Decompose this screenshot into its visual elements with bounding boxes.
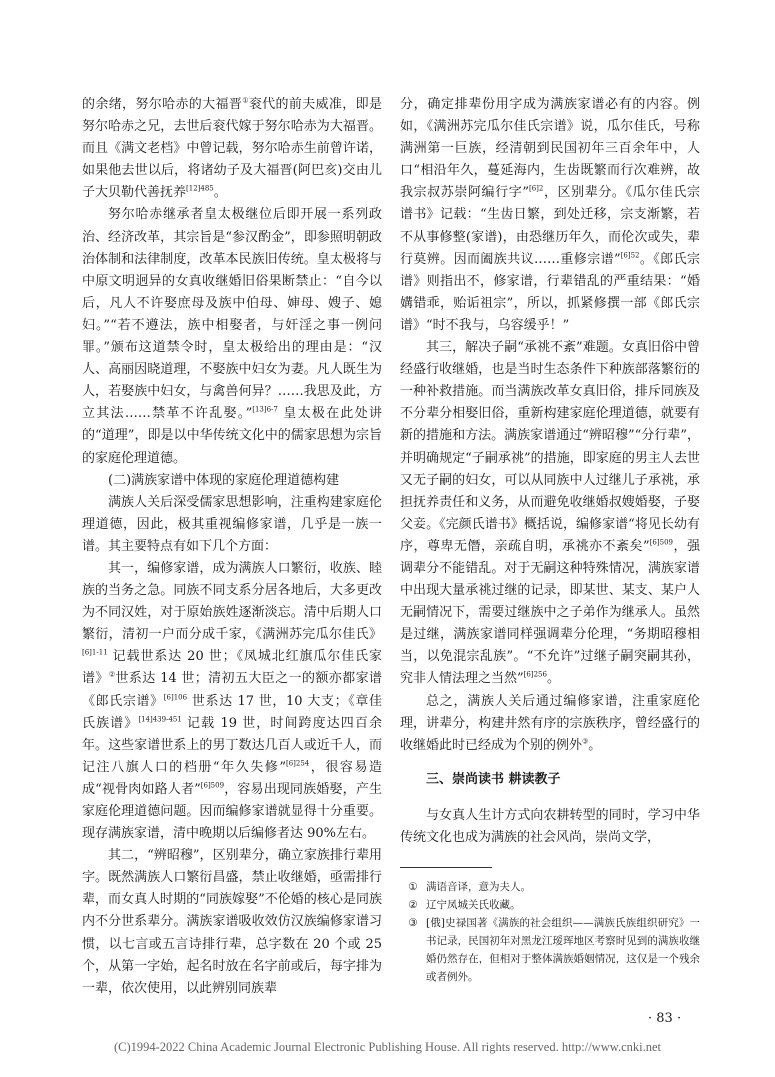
citation-ref: [6]52 — [620, 251, 640, 260]
paragraph: 努尔哈赤继承者皇太极继位后即开展一系列政治、经济改革，其宗旨是“参汉酌金”，即参照明朝政治体制和法律制度，改革本民族旧传统。皇太极将与中原文明迥异的女真收继婚旧俗果断禁止：“自今以后，凡人不许娶庶母及族中伯母、婶母、嫂子、媳妇。”“若不遵法，族中相娶者，与奸淫之事一例问罪。”颁布这道禁令时，皇太极给出的理由是：“汉人、高丽因晓道理，不娶族中妇女为妻。凡人既生为人，若娶族中妇女，与禽兽何异？……我思及此，方立其法……禁革不许乱娶。”$^{[13]6-7}$ 皇太极在此处讲的“道理”，即是以中华传统文化中的儒家思想为宗旨的家庭伦理道德。 — [82, 207, 382, 466]
paragraph: 与女真人生计方式向农耕转型的同时，学习中华传统文化也成为满族的社会风尚，崇尚文学， — [400, 807, 700, 845]
section-heading: 三、崇尚读书 耕读教子 — [426, 771, 561, 787]
citation-ref: [6]254 — [285, 759, 310, 768]
footnote-text: 辽宁凤城关氏收藏。 — [426, 899, 521, 912]
copyright-footer: (C)1994-2022 China Academic Journal Electronic Publishing House. All rights reserved. http://www.cnki.net — [113, 1040, 661, 1054]
footnote-ref[interactable]: ① — [242, 96, 249, 105]
paragraph: 总之，满族人关后通过编修家谱，注重家庭伦理，讲辈分，构建井然有序的宗族秩序，曾经盛行的收继婚此时已经成为个别的例外③。 — [400, 693, 700, 753]
citation-ref: [12]485 — [186, 185, 214, 194]
right-column — [400, 94, 700, 986]
footnote — [400, 896, 700, 914]
citation-ref: [13]6-7 — [252, 405, 278, 414]
citation-ref: [6]509 — [200, 781, 225, 790]
footnote — [400, 914, 700, 986]
footnote-ref[interactable]: ② — [108, 671, 116, 680]
paragraph: 的余绪，努尔哈赤的大福晋①衮代的前夫威准，即是努尔哈赤之兄，去世后衮代嫁于努尔哈赤为大福晋。而且《满文老档》中曾记载，努尔哈赤生前曾许诺，如果他去世以后，将诸幼子及大福晋(阿巴亥)交由儿子大贝勒代善抚养$^{[12]485}$。 — [82, 96, 382, 201]
paragraph: 其二，“辨昭穆”，区别辈分，确立家族排行辈用字。既然满族人口繁衍昌盛，禁止收继婚，亟需排行辈，而女真人时期的“同族嫁娶”不伦婚的核心是同族内不分世系辈分。满族家谱吸收效仿汉族编修家谱习惯，以七言或五言诗排行辈，总字数在 20 个或 25 个，从第一字始，起名时放在名字前或后，每字排为一辈，依次使用，以此辨别同族辈 — [82, 848, 382, 996]
citation-ref: [6]509 — [649, 538, 673, 547]
footnote-text: [俄]史禄国著《满族的社会组织——满族氏族组织研究》一书记录，民国初年对黑龙江瑷珲地区考察时见到的满族收继婚仍然存在，但相对于整体满族婚姻情况，这仅是一个残余或者例外。 — [426, 917, 700, 984]
citation-ref: [6]256 — [523, 671, 547, 680]
citation-ref: [6]106 — [163, 693, 188, 702]
paragraph: 其一，编修家谱，成为满族人口繁衍，收族、睦族的当务之急。同族不同支系分居各地后，大多更改为不同汉姓，对于原始族姓逐渐淡忘。清中后期人口繁衍，清初一户而分成千家，《满洲苏完瓜尔佳氏》$^{[6]1-11}$ 记载世系达 20 世；《凤城北红旗瓜尔佳氏家谱》②世系达 14 世；清初五大臣之一的额亦都家谱《郎氏宗谱》$^{[6]106}$ 世系达 17 世，10 大支；《章佳氏族谱》$^{[14]439-451}$ 记载 19 世，时间跨度达四百余年。这些家谱世系上的男丁数达几百人或近千人，而记注八旗人口的档册“年久失修”$^{[6]254}$，很容易造成“视骨肉如路人者”$^{[6]509}$，容易出现同族婚娶，产生家庭伦理道德问题。因而编修家谱就显得十分重要。现存满族家谱，清中晚期以后编修者达 90%左右。 — [82, 560, 382, 842]
paragraph: 分，确定排辈份用字成为满族家谱必有的内容。例如，《满洲苏完瓜尔佳氏宗谱》说，瓜尔佳氏，号称满洲第一巨族，经清朝到民国初年三百余年中，人口“相沿年久，蔓延海内，生齿既繁而行次难辨，故我宗叔苏崇阿编行字”$^{[6]2}$，区别辈分。《瓜尔佳氏宗谱书》记载：“生齿日繁，到处迁移，宗支渐繁，若不从事修整(家谱)，由恐继历年久，而伦次或失，辈行莫辨。因而阖族共议……重修宗谱”$^{[6]52}$。《郎氏宗谱》则指出不，修家谱，行辈错乱的严重结果：“婚媾错乖，贻诟祖宗”，所以，抓紧修撰一部《郎氏宗谱》“时不我与，乌容缓乎！” — [400, 97, 700, 333]
section-subheading: (二)满族家谱中体现的家庭伦理道德构建 — [108, 472, 340, 488]
footnote-mark: ① — [408, 881, 418, 894]
footnote — [400, 878, 700, 896]
paragraph: 其三，解决子嗣“承祧不紊”难题。女真旧俗中曾经盛行收继婚，也是当时生态条件下种族部落繁衍的一种补救措施。而当满族改革女真旧俗，排斥同族及不分辈分相娶旧俗，重新构建家庭伦理道德，就要有新的措施和方法。满族家谱通过“辨昭穆”“分行辈”，并明确规定“子嗣承祧”的措施，即家庭的男主人去世又无子嗣的妇女，可以从同族中人过继儿子承祧，承担抚养责任和义务，从而避免收继婚叔嫂婚娶，子娶父妾。《完颜氏谱书》概括说，编修家谱“将见长幼有序，尊卑无僭，亲疏自明，承祧亦不紊矣”$^{[6]509}$，强调辈分不能错乱。对于无嗣这种特殊情况，满族家谱中出现大量承祧过继的记录，即某世、某支、某户人无嗣情况下，需要过继族中之子弟作为继承人。虽然是过继，满族家谱同样强调辈分伦理，“务期昭穆相当，以免混宗乱族”。“不允许”过继子嗣突嗣其孙，究非人情法理之当然”$^{[6]256}$。 — [400, 340, 700, 687]
footnote-ref[interactable]: ③ — [582, 737, 589, 746]
page-number: · 83 · — [648, 1011, 682, 1026]
footnote-text: 满语音译，意为夫人。 — [426, 881, 531, 894]
paragraph: 满族人关后深受儒家思想影响，注重构建家庭伦理道德，因此，极其重视编修家谱，几乎是一族一谱。其主要特点有如下几个方面： — [82, 494, 382, 554]
footnote-mark: ③ — [408, 917, 418, 930]
footnote-divider — [400, 867, 492, 868]
citation-ref: [6]1-11 — [82, 649, 108, 658]
left-column — [82, 94, 382, 1000]
footnotes — [400, 878, 700, 986]
citation-ref: [14]439-451 — [138, 715, 182, 724]
citation-ref: [6]2 — [528, 185, 544, 194]
footnote-mark: ② — [408, 899, 418, 912]
